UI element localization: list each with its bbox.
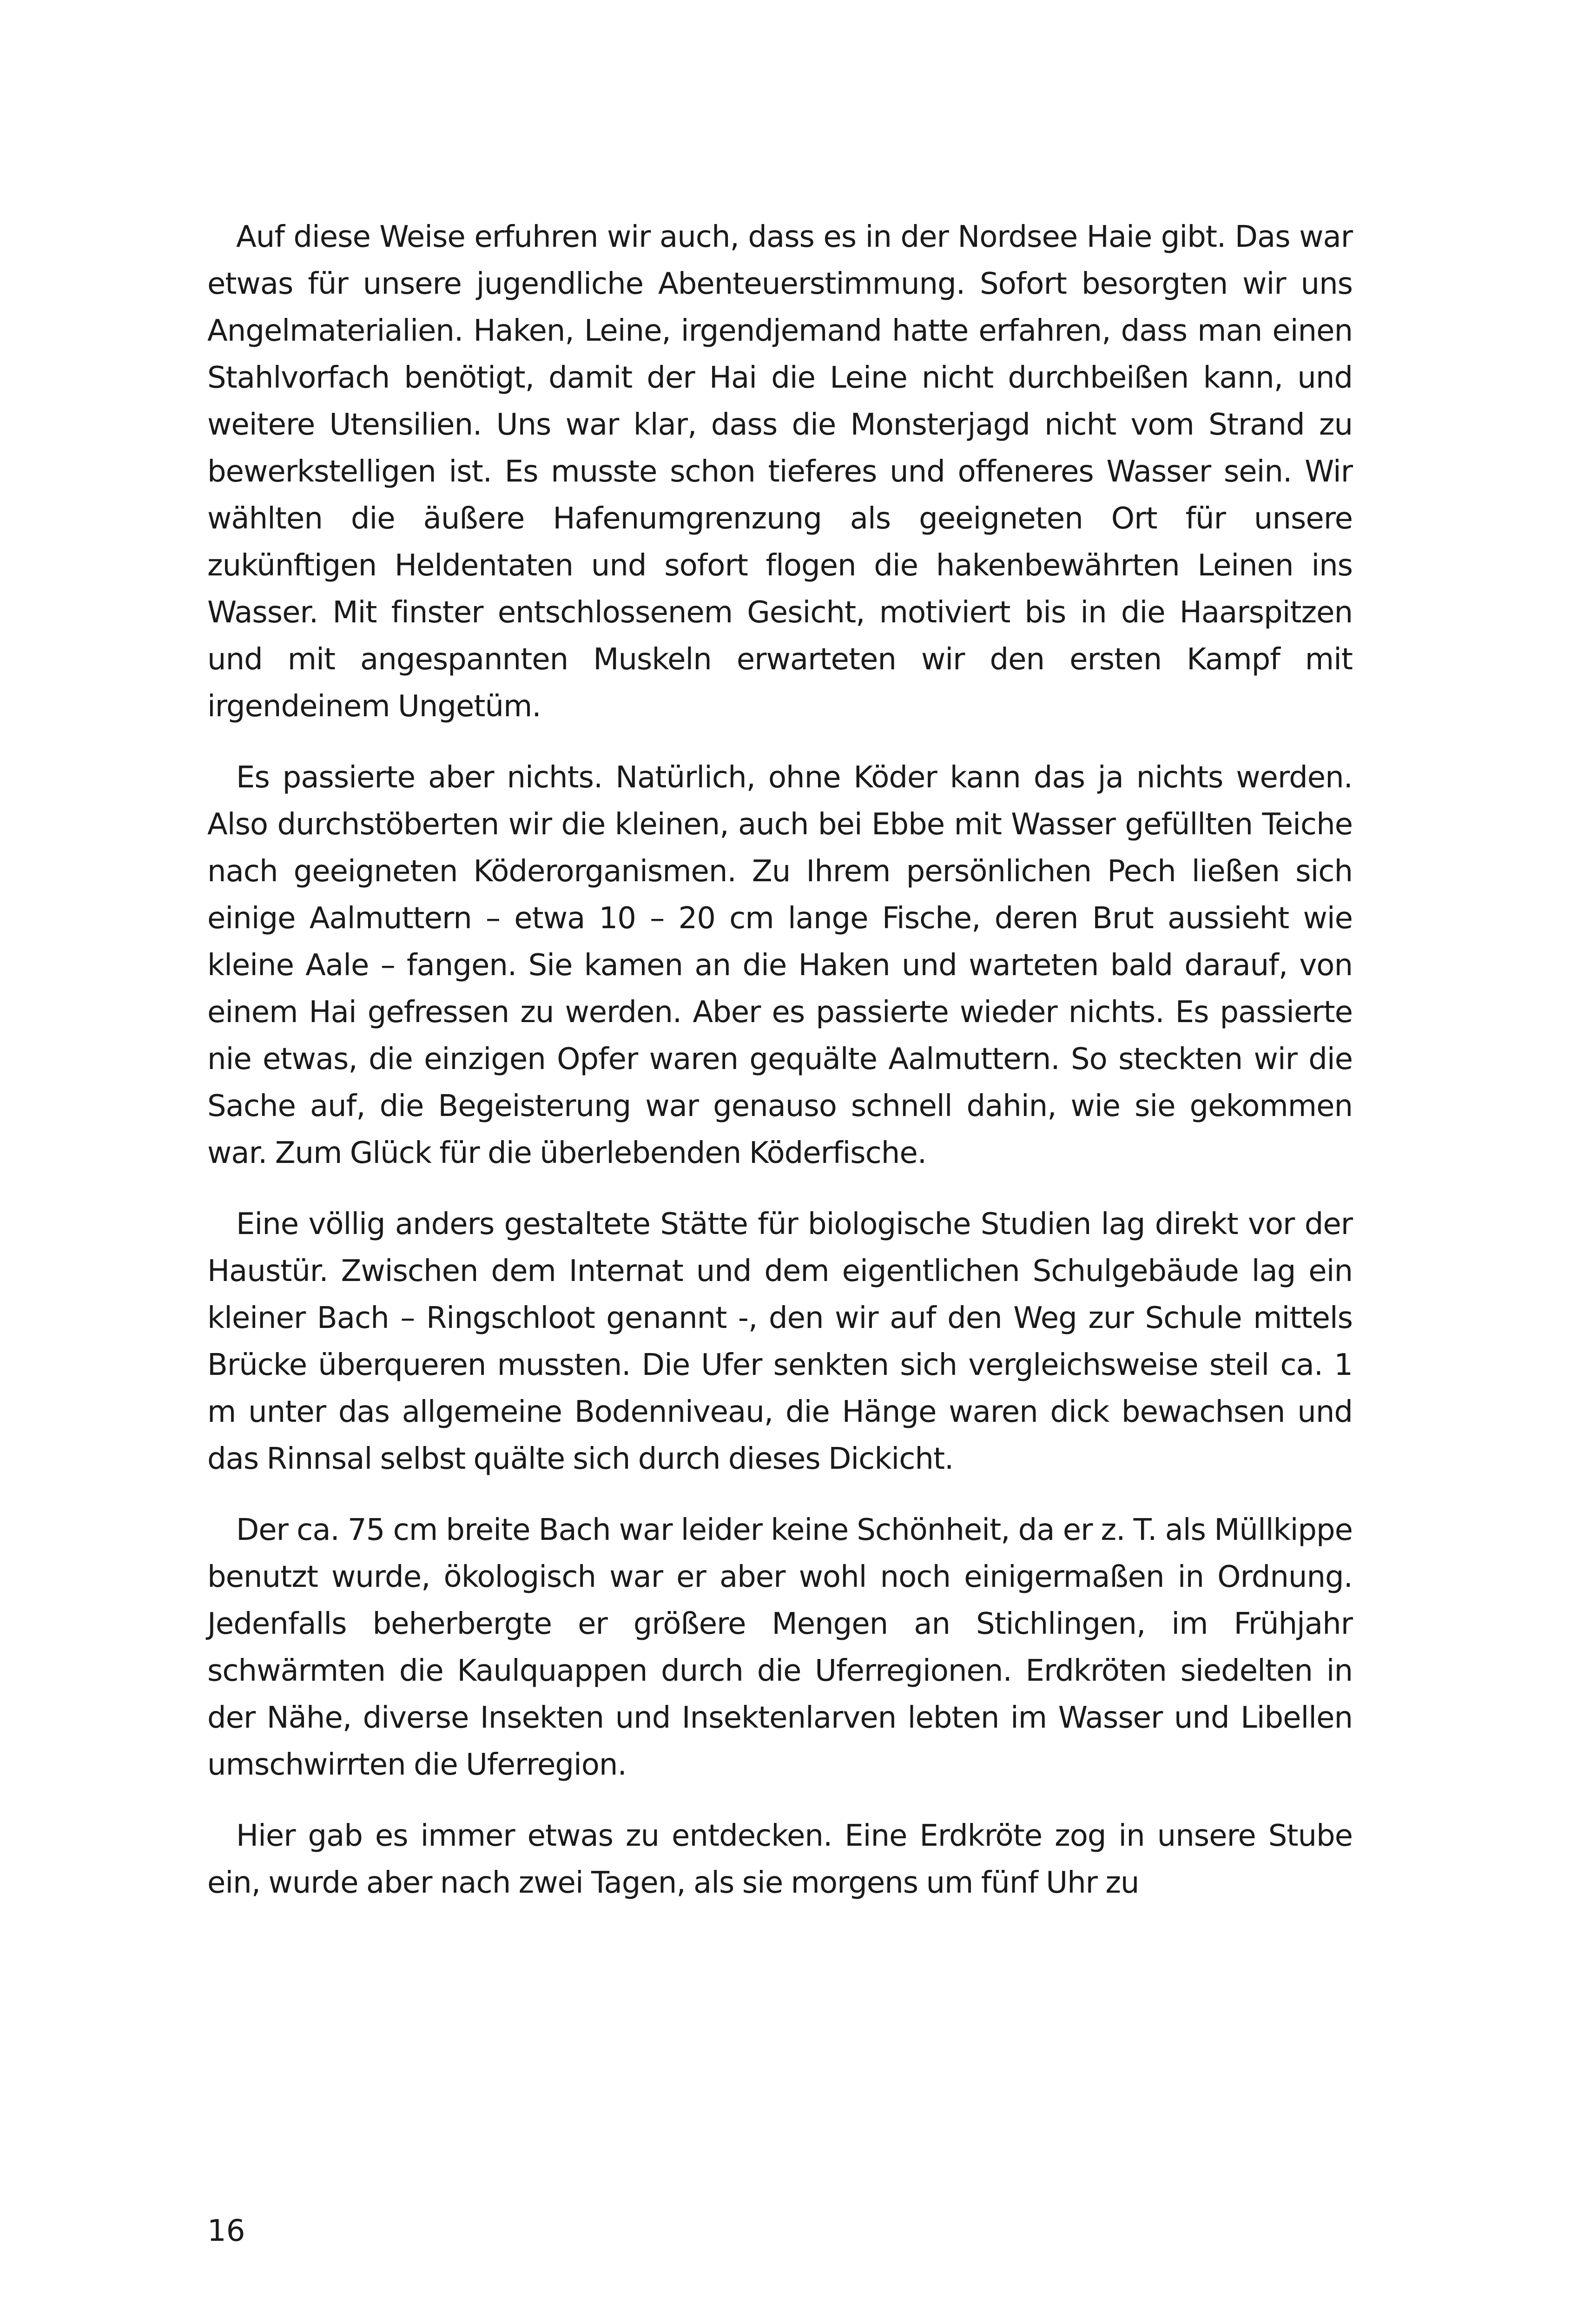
paragraph-brook-ecology: Der ca. 75 cm breite Bach war leider keine Schönheit, da er z. T. als Müllkippe benutzt wurde, ökologisch war er aber wohl noch einigermaßen in Ordnung. Jedenfalls beherbergte er größere Mengen an Stichlingen, im Frühjahr schwärmten die Kaulquappen durch die Uferregionen. Erdkröten siedelten in der Nähe, diverse Insekten und Insektenlarven lebten im Wasser und Libellen umschwirrten die Uferregion. <box>207 1513 1353 1782</box>
paragraph-bait-fish: Es passierte aber nichts. Natürlich, ohne Köder kann das ja nichts werden. Also durchstöberten wir die kleinen, auch bei Ebbe mit Wasser gefüllten Teiche nach geeigneten Köderorganismen. Zu Ihrem persönlichen Pech ließen sich einige Aalmuttern – etwa 10 – 20 cm lange Fische, deren Brut aussieht wie kleine Aale – fangen. Sie kamen an die Haken und warteten bald darauf, von einem Hai gefressen zu werden. Aber es passierte wieder nichts. Es passierte nie etwas, die einzigen Opfer waren gequälte Aalmuttern. So steckten wir die Sache auf, die Begeisterung war genauso schnell dahin, wie sie gekommen war. Zum Glück für die überlebenden Köderfische. <box>207 760 1353 1170</box>
paragraph-ringschloot-brook: Eine völlig anders gestaltete Stätte für biologische Studien lag direkt vor der Haustür. Zwischen dem Internat und dem eigentlichen Schulgebäude lag ein kleiner Bach – Ringschloot genannt -, den wir auf den Weg zur Schule mittels Brücke überqueren mussten. Die Ufer senkten sich vergleichsweise steil ca. 1 m unter das allgemeine Bodenniveau, die Hänge waren dick bewachsen und das Rinnsal selbst quälte sich durch dieses Dickicht. <box>207 1207 1353 1476</box>
paragraph-toad: Hier gab es immer etwas zu entdecken. Eine Erdkröte zog in unsere Stube ein, wurde aber nach zwei Tagen, als sie morgens um fünf Uhr zu <box>207 1819 1353 1900</box>
paragraph-shark-fishing: Auf diese Weise erfuhren wir auch, dass es in der Nordsee Haie gibt. Das war etwas für unsere jugendliche Abenteuerstimmung. Sofort besorgten wir uns Angelmaterialien. Haken, Leine, irgendjemand hatte erfahren, dass man einen Stahlvorfach benötigt, damit der Hai die Leine nicht durchbeißen kann, und weitere Utensilien. Uns war klar, dass die Monsterjagd nicht vom Strand zu bewerkstelligen ist. Es musste schon tieferes und offeneres Wasser sein. Wir wählten die äußere Hafenumgrenzung als geeigneten Ort für unsere zukünftigen Heldentaten und sofort flogen die hakenbewährten Leinen ins Wasser. Mit finster entschlossenem Gesicht, motiviert bis in die Haarspitzen und mit angespannten Muskeln erwarteten wir den ersten Kampf mit irgendeinem Ungetüm. <box>207 220 1353 724</box>
body-text <box>207 214 1353 1907</box>
page-number: 16 <box>207 2214 245 2248</box>
